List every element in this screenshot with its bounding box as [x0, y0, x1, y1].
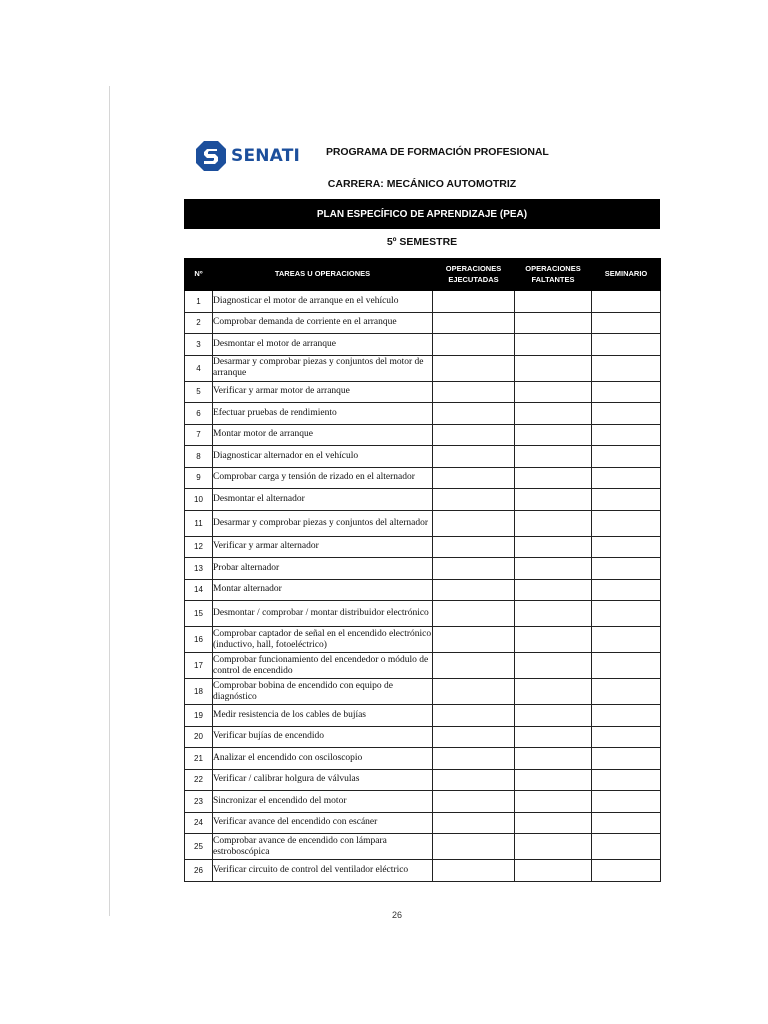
cell-missing[interactable]	[515, 334, 592, 356]
cell-missing[interactable]	[515, 579, 592, 601]
row-number: 15	[185, 601, 213, 627]
row-task: Desarmar y comprobar piezas y conjuntos del motor de arranque	[213, 355, 433, 381]
row-task: Desmontar / comprobar / montar distribuidor electrónico	[213, 601, 433, 627]
cell-executed[interactable]	[433, 467, 515, 489]
cell-missing[interactable]	[515, 748, 592, 770]
cell-seminar[interactable]	[592, 355, 661, 381]
cell-executed[interactable]	[433, 627, 515, 653]
row-task: Medir resistencia de los cables de bujías	[213, 705, 433, 727]
cell-executed[interactable]	[433, 424, 515, 446]
row-task: Comprobar avance de encendido con lámpara estroboscópica	[213, 834, 433, 860]
table-row	[185, 791, 661, 813]
row-task: Efectuar pruebas de rendimiento	[213, 403, 433, 425]
row-number: 13	[185, 558, 213, 580]
header-executed-line1: OPERACIONES	[445, 264, 502, 274]
row-number: 26	[185, 860, 213, 882]
tasks-table	[184, 258, 661, 882]
cell-seminar[interactable]	[592, 601, 661, 627]
row-number: 23	[185, 791, 213, 813]
cell-executed[interactable]	[433, 334, 515, 356]
table-row	[185, 726, 661, 748]
cell-missing[interactable]	[515, 601, 592, 627]
table-row	[185, 679, 661, 705]
cell-executed[interactable]	[433, 812, 515, 834]
cell-missing[interactable]	[515, 312, 592, 334]
row-task: Analizar el encendido con osciloscopio	[213, 748, 433, 770]
cell-seminar[interactable]	[592, 726, 661, 748]
cell-executed[interactable]	[433, 860, 515, 882]
row-number: 14	[185, 579, 213, 601]
table-row	[185, 424, 661, 446]
table-row	[185, 489, 661, 511]
row-task: Comprobar captador de señal en el encendido electrónico (inductivo, hall, fotoeléctrico)	[213, 627, 433, 653]
row-number: 18	[185, 679, 213, 705]
cell-executed[interactable]	[433, 510, 515, 536]
cell-executed[interactable]	[433, 312, 515, 334]
table-row	[185, 705, 661, 727]
row-task: Diagnosticar alternador en el vehículo	[213, 446, 433, 468]
cell-executed[interactable]	[433, 558, 515, 580]
cell-executed[interactable]	[433, 536, 515, 558]
cell-missing[interactable]	[515, 812, 592, 834]
header-missing	[515, 259, 592, 291]
header-num: Nº	[185, 259, 213, 291]
row-task: Diagnosticar el motor de arranque en el vehículo	[213, 291, 433, 313]
table-row	[185, 812, 661, 834]
cell-seminar[interactable]	[592, 834, 661, 860]
row-number: 5	[185, 381, 213, 403]
cell-executed[interactable]	[433, 403, 515, 425]
career-title: CARRERA: MECÁNICO AUTOMOTRIZ	[327, 178, 517, 190]
row-number: 12	[185, 536, 213, 558]
cell-seminar[interactable]	[592, 424, 661, 446]
cell-executed[interactable]	[433, 791, 515, 813]
row-number: 10	[185, 489, 213, 511]
cell-executed[interactable]	[433, 726, 515, 748]
cell-seminar[interactable]	[592, 334, 661, 356]
cell-seminar[interactable]	[592, 312, 661, 334]
plan-title-bar	[184, 199, 660, 229]
cell-seminar[interactable]	[592, 679, 661, 705]
row-task: Comprobar bobina de encendido con equipo de diagnóstico	[213, 679, 433, 705]
cell-executed[interactable]	[433, 769, 515, 791]
table-row	[185, 536, 661, 558]
header-missing-line2: FALTANTES	[531, 274, 575, 284]
row-number: 2	[185, 312, 213, 334]
cell-executed[interactable]	[433, 446, 515, 468]
row-number: 4	[185, 355, 213, 381]
cell-executed[interactable]	[433, 748, 515, 770]
row-task: Desarmar y comprobar piezas y conjuntos del alternador	[213, 510, 433, 536]
cell-seminar[interactable]	[592, 860, 661, 882]
table-row	[185, 510, 661, 536]
cell-missing[interactable]	[515, 510, 592, 536]
cell-seminar[interactable]	[592, 812, 661, 834]
cell-seminar[interactable]	[592, 403, 661, 425]
senati-logo	[195, 140, 300, 172]
row-task: Verificar bujías de encendido	[213, 726, 433, 748]
table-row	[185, 403, 661, 425]
table-row	[185, 601, 661, 627]
cell-missing[interactable]	[515, 381, 592, 403]
cell-missing[interactable]	[515, 860, 592, 882]
cell-missing[interactable]	[515, 705, 592, 727]
table-row	[185, 748, 661, 770]
table-header-row	[185, 259, 661, 291]
senati-logo-icon	[195, 140, 227, 172]
row-task: Verificar avance del encendido con escáner	[213, 812, 433, 834]
row-task: Montar motor de arranque	[213, 424, 433, 446]
program-title: PROGRAMA DE FORMACIÓN PROFESIONAL	[326, 146, 549, 158]
table-row	[185, 381, 661, 403]
cell-missing[interactable]	[515, 834, 592, 860]
table-row	[185, 467, 661, 489]
cell-executed[interactable]	[433, 705, 515, 727]
cell-seminar[interactable]	[592, 467, 661, 489]
row-number: 24	[185, 812, 213, 834]
page-margin-line	[109, 86, 110, 916]
cell-seminar[interactable]	[592, 579, 661, 601]
row-number: 1	[185, 291, 213, 313]
header-tasks: TAREAS U OPERACIONES	[213, 259, 433, 291]
table-row	[185, 769, 661, 791]
row-task: Desmontar el motor de arranque	[213, 334, 433, 356]
cell-seminar[interactable]	[592, 748, 661, 770]
cell-seminar[interactable]	[592, 291, 661, 313]
cell-missing[interactable]	[515, 489, 592, 511]
table-row	[185, 312, 661, 334]
cell-seminar[interactable]	[592, 769, 661, 791]
row-number: 6	[185, 403, 213, 425]
cell-executed[interactable]	[433, 355, 515, 381]
row-task: Verificar y armar motor de arranque	[213, 381, 433, 403]
cell-missing[interactable]	[515, 446, 592, 468]
header-seminar: SEMINARIO	[592, 259, 661, 291]
cell-missing[interactable]	[515, 536, 592, 558]
cell-missing[interactable]	[515, 791, 592, 813]
cell-seminar[interactable]	[592, 705, 661, 727]
table-row	[185, 860, 661, 882]
cell-missing[interactable]	[515, 653, 592, 679]
page-number: 26	[392, 910, 403, 920]
row-number: 16	[185, 627, 213, 653]
table-row	[185, 291, 661, 313]
plan-title: PLAN ESPECÍFICO DE APRENDIZAJE (PEA)	[316, 208, 528, 220]
row-task: Comprobar funcionamiento del encendedor o módulo de control de encendido	[213, 653, 433, 679]
cell-missing[interactable]	[515, 558, 592, 580]
table-row	[185, 446, 661, 468]
row-task: Montar alternador	[213, 579, 433, 601]
table-row	[185, 579, 661, 601]
cell-executed[interactable]	[433, 489, 515, 511]
cell-missing[interactable]	[515, 627, 592, 653]
cell-seminar[interactable]	[592, 510, 661, 536]
row-task: Comprobar carga y tensión de rizado en el alternador	[213, 467, 433, 489]
cell-seminar[interactable]	[592, 653, 661, 679]
row-task: Verificar / calibrar holgura de válvulas	[213, 769, 433, 791]
row-number: 8	[185, 446, 213, 468]
cell-missing[interactable]	[515, 769, 592, 791]
row-number: 3	[185, 334, 213, 356]
cell-seminar[interactable]	[592, 489, 661, 511]
table-row	[185, 334, 661, 356]
cell-executed[interactable]	[433, 381, 515, 403]
table-row	[185, 627, 661, 653]
header-missing-line1: OPERACIONES	[525, 264, 581, 274]
logo-text: SENATI	[231, 146, 301, 166]
row-task: Sincronizar el encendido del motor	[213, 791, 433, 813]
cell-missing[interactable]	[515, 291, 592, 313]
row-number: 25	[185, 834, 213, 860]
cell-missing[interactable]	[515, 679, 592, 705]
row-number: 22	[185, 769, 213, 791]
cell-seminar[interactable]	[592, 791, 661, 813]
cell-missing[interactable]	[515, 424, 592, 446]
cell-missing[interactable]	[515, 726, 592, 748]
cell-executed[interactable]	[433, 834, 515, 860]
table-row	[185, 355, 661, 381]
cell-missing[interactable]	[515, 355, 592, 381]
row-task: Verificar y armar alternador	[213, 536, 433, 558]
row-task: Comprobar demanda de corriente en el arranque	[213, 312, 433, 334]
cell-executed[interactable]	[433, 291, 515, 313]
row-number: 7	[185, 424, 213, 446]
cell-executed[interactable]	[433, 653, 515, 679]
cell-seminar[interactable]	[592, 558, 661, 580]
row-number: 17	[185, 653, 213, 679]
row-task: Verificar circuito de control del ventilador eléctrico	[213, 860, 433, 882]
row-number: 19	[185, 705, 213, 727]
row-number: 21	[185, 748, 213, 770]
row-number: 11	[185, 510, 213, 536]
cell-seminar[interactable]	[592, 446, 661, 468]
table-row	[185, 558, 661, 580]
row-number: 20	[185, 726, 213, 748]
row-task: Probar alternador	[213, 558, 433, 580]
header-executed-line2: EJECUTADAS	[448, 274, 499, 284]
cell-seminar[interactable]	[592, 627, 661, 653]
row-task: Desmontar el alternador	[213, 489, 433, 511]
cell-missing[interactable]	[515, 467, 592, 489]
header-executed	[433, 259, 515, 291]
cell-missing[interactable]	[515, 403, 592, 425]
row-number: 9	[185, 467, 213, 489]
cell-executed[interactable]	[433, 679, 515, 705]
cell-executed[interactable]	[433, 601, 515, 627]
table-row	[185, 834, 661, 860]
semester-title: 5º SEMESTRE	[386, 236, 458, 248]
cell-seminar[interactable]	[592, 536, 661, 558]
cell-seminar[interactable]	[592, 381, 661, 403]
table-row	[185, 653, 661, 679]
cell-executed[interactable]	[433, 579, 515, 601]
